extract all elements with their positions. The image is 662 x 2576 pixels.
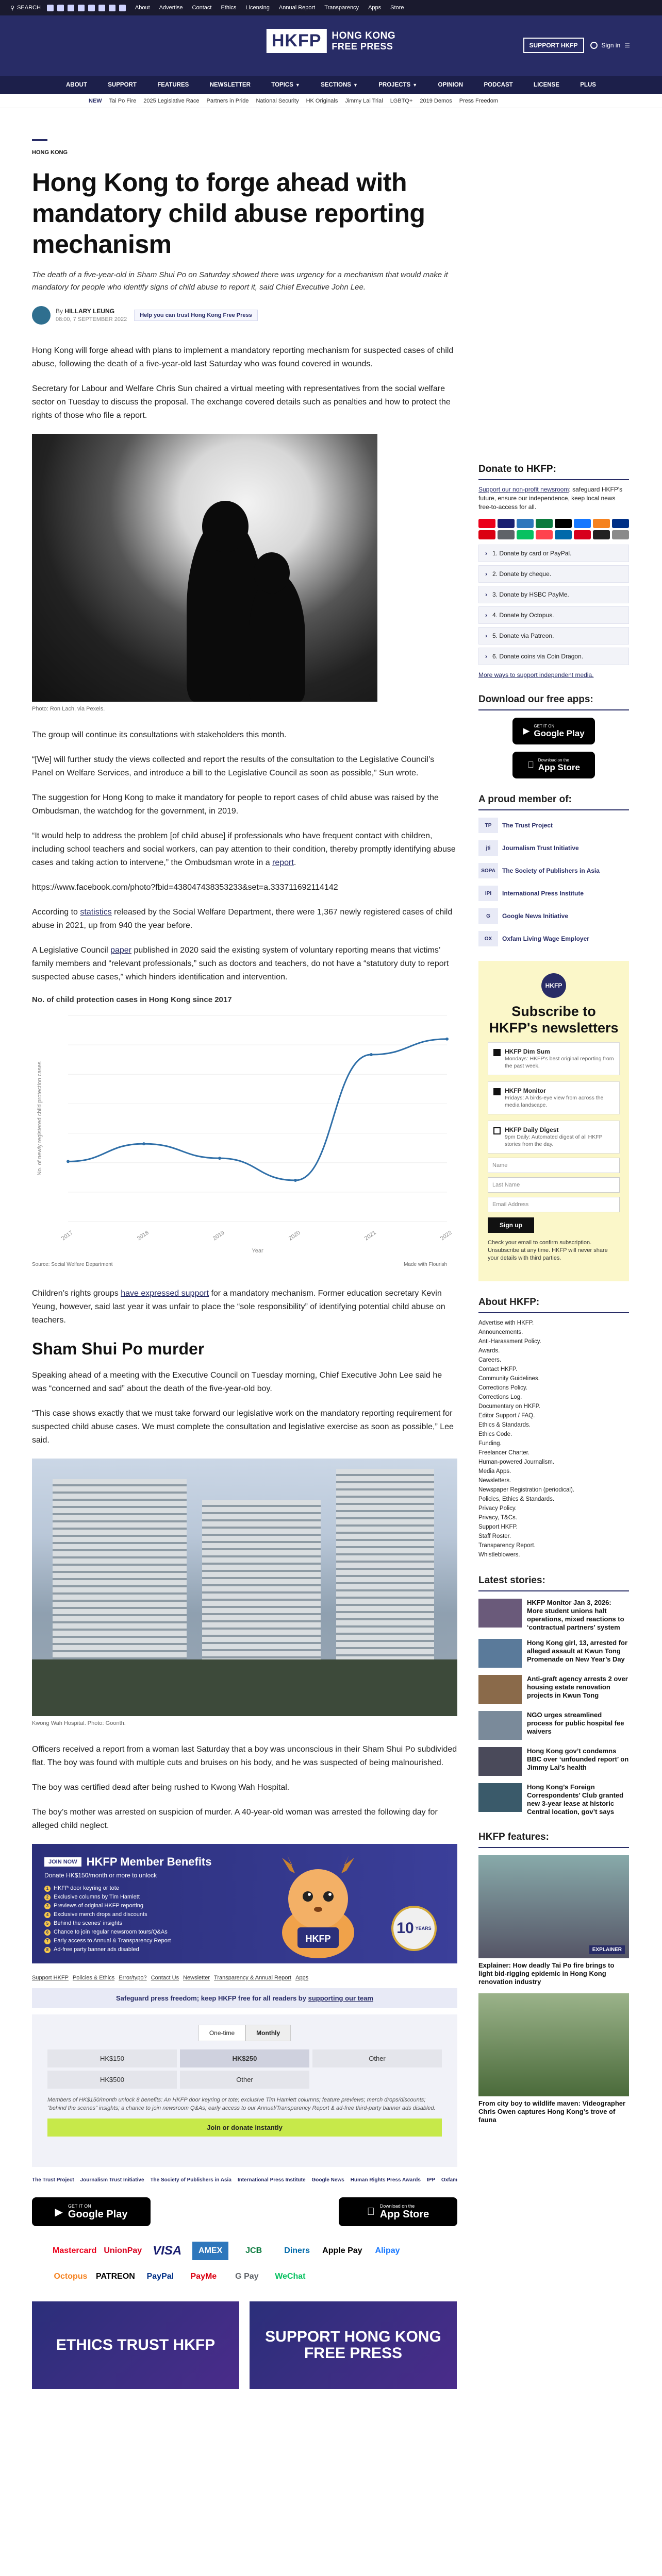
footer-link[interactable]: Apps bbox=[295, 1975, 309, 1981]
logo-item[interactable]: The Trust Project bbox=[32, 2177, 74, 2183]
deer-mascot-icon bbox=[267, 1850, 370, 1958]
trending-item[interactable]: Press Freedom bbox=[459, 97, 498, 104]
about-link[interactable]: Funding. bbox=[478, 1440, 502, 1447]
line-chart bbox=[32, 995, 457, 1274]
author-avatar bbox=[32, 306, 51, 325]
data-point bbox=[294, 1179, 297, 1182]
logo-item[interactable]: Journalism Trust Initiative bbox=[80, 2177, 144, 2183]
newsletter-option[interactable]: HKFP Monitor Fridays: A birds-eye view from across the media landscape. bbox=[488, 1081, 620, 1114]
apple-icon bbox=[527, 760, 534, 770]
paragraph: A Legislative Council paper published in 2020 said the existing system of voluntary reporting means that victims’ family members and “relevant professionals,” such as doctors and teachers, do not have a “statutory duty to report suspected abuse cases,” which hinders identification and intervention. bbox=[32, 946, 449, 981]
logo-line-2: FREE PRESS bbox=[332, 41, 393, 52]
x-tick-label: 2022 bbox=[439, 1229, 453, 1242]
newsletter-option[interactable]: HKFP Daily Digest 9pm Daily: Automated digest of all HKFP stories from the day. bbox=[488, 1121, 620, 1154]
subscribe-title: Subscribe to HKFP's newsletters bbox=[489, 1004, 619, 1036]
chart-svg bbox=[32, 1010, 457, 1268]
payment-logo: Alipay bbox=[375, 2246, 400, 2255]
accent-bar bbox=[32, 139, 47, 141]
byline-prefix: By bbox=[56, 308, 63, 315]
app-store-buttons bbox=[32, 2197, 457, 2226]
benefit-item: 1 HKFP door keyring or tote bbox=[44, 1884, 445, 1893]
nav-plus[interactable]: PLUS bbox=[580, 82, 596, 88]
search-icon: ⚲ bbox=[10, 5, 15, 11]
report-link[interactable]: report bbox=[272, 858, 294, 867]
top-link-apps[interactable]: Apps bbox=[368, 5, 382, 11]
email-input[interactable]: Email Address bbox=[488, 1197, 620, 1212]
user-icon bbox=[590, 42, 598, 49]
logo-item[interactable]: The Society of Publishers in Asia bbox=[150, 2177, 231, 2183]
chart-source: Source: Social Welfare Department bbox=[32, 1262, 113, 1267]
site-header bbox=[0, 15, 662, 76]
payment-logo: WeChat bbox=[275, 2272, 306, 2281]
payment-logo: PATREON bbox=[96, 2272, 135, 2281]
payment-logo: Mastercard bbox=[53, 2246, 97, 2255]
about-link[interactable]: Documentary on HKFP. bbox=[478, 1403, 540, 1410]
donate-text: Support our non-profit newsroom: safeguard HKFP's future, ensure our independence, keep local news free-to-access for all. bbox=[478, 486, 623, 511]
article-headline: Hong Kong to forge ahead with mandatory child abuse reporting mechanism bbox=[32, 168, 425, 259]
footer-link[interactable]: Policies & Ethics bbox=[72, 1975, 115, 1981]
trust-project-icon: TP bbox=[478, 818, 498, 833]
bottom-banners bbox=[32, 2301, 457, 2389]
amount-option[interactable]: HK$150 bbox=[47, 2049, 177, 2067]
logo-mark: HKFP bbox=[267, 29, 327, 53]
latest-story[interactable]: NGO urges streamlined process for public hospital fee waivers bbox=[478, 1711, 629, 1740]
paragraph: The boy’s mother was arrested on suspicion of murder. A 40-year-old woman was arrested the following day for alleged child neglect. bbox=[32, 1808, 438, 1830]
logo-item[interactable]: IPP bbox=[426, 2177, 435, 2183]
subscribe-note: Check your email to confirm subscription. Unsubscribe at any time. HKFP will never share your details with third parties. bbox=[488, 1240, 608, 1261]
paragraph: According to statistics released by the Social Welfare Department, there were 1,367 newly registered cases of child abuse in 2021, up from 940 the year before. bbox=[32, 908, 453, 930]
features-title: HKFP features: bbox=[478, 1832, 629, 1848]
sidebar-payment-logos bbox=[478, 519, 629, 539]
feature-caption[interactable]: Explainer: How deadly Tai Po fire brings to light bid-rigging epidemic in Hong Kong renovation industry bbox=[478, 1961, 615, 1986]
author-name[interactable]: HILLARY LEUNG bbox=[64, 308, 115, 315]
chevron-right-icon: › bbox=[485, 550, 487, 557]
twitter-icon[interactable] bbox=[57, 5, 64, 11]
donate-option[interactable]: › 1. Donate by card or PayPal. bbox=[478, 545, 629, 562]
trending-bar bbox=[0, 94, 662, 108]
about-link[interactable]: Transparency Report. bbox=[478, 1543, 536, 1549]
trending-item[interactable]: National Security bbox=[256, 97, 299, 104]
freq-one-time[interactable]: One-time bbox=[198, 2025, 245, 2041]
trending-item[interactable]: Jimmy Lai Trial bbox=[345, 97, 383, 104]
more-ways-link[interactable]: More ways to support independent media. bbox=[478, 671, 594, 679]
jti-icon: jti bbox=[478, 840, 498, 856]
footer-link[interactable]: Transparency & Annual Report bbox=[214, 1975, 292, 1981]
x-tick-label: 2019 bbox=[211, 1229, 226, 1242]
x-tick-label: 2020 bbox=[287, 1229, 302, 1242]
instagram-icon[interactable] bbox=[68, 5, 74, 11]
nav-newsletter[interactable]: NEWSLETTER bbox=[209, 82, 251, 88]
google-play-button[interactable]: ▶ GET IT ON Google Play bbox=[32, 2197, 151, 2226]
data-point bbox=[445, 1038, 449, 1041]
nav-features[interactable]: FEATURES bbox=[157, 82, 189, 88]
about-link[interactable]: Media Apps. bbox=[478, 1468, 511, 1475]
chevron-down-icon: ▼ bbox=[295, 82, 300, 88]
article-photo-silhouette bbox=[32, 434, 377, 702]
youtube-icon[interactable] bbox=[78, 5, 85, 11]
chevron-down-icon: ▼ bbox=[353, 82, 358, 88]
app-store-button[interactable]: Download on the App Store bbox=[339, 2197, 457, 2226]
publish-date: 08:00, 7 SEPTEMBER 2022 bbox=[56, 316, 127, 323]
checkbox-checked[interactable] bbox=[493, 1088, 501, 1095]
subheading: Sham Shui Po murder bbox=[32, 1340, 205, 1358]
latest-story[interactable]: Hong Kong’s Foreign Correspondents’ Club granted new 3-year lease at historic Central location, gov’t says bbox=[478, 1783, 629, 1816]
whatsapp-icon[interactable] bbox=[119, 5, 126, 11]
trending-item[interactable]: HK Originals bbox=[306, 97, 338, 104]
about-link[interactable]: Careers. bbox=[478, 1357, 502, 1363]
trending-item[interactable]: 2025 Legislative Race bbox=[143, 97, 200, 104]
about-link[interactable]: Policies, Ethics & Standards. bbox=[478, 1496, 555, 1502]
search-button[interactable]: ⚲ SEARCH bbox=[10, 5, 41, 11]
linkedin-icon[interactable] bbox=[98, 5, 105, 11]
x-tick-label: 2021 bbox=[363, 1229, 377, 1242]
donate-option[interactable]: › 2. Donate by cheque. bbox=[478, 565, 629, 583]
paragraph: The boy was certified dead after being rushed to Kwong Wah Hospital. bbox=[32, 1783, 290, 1792]
paragraph: Speaking ahead of a meeting with the Executive Council on Tuesday morning, Chief Executive John Lee said he was “concerned and sad” about the death of the five-year-old boy. bbox=[32, 1371, 442, 1393]
member-banner-sub: Donate HK$150/month or more to unlock bbox=[44, 1872, 157, 1879]
amount-option[interactable]: Other bbox=[312, 2049, 442, 2067]
top-link-contact[interactable]: Contact bbox=[192, 5, 212, 11]
amount-option[interactable]: HK$250 bbox=[180, 2049, 309, 2067]
sidebar-google-play-button[interactable]: ▶ GET IT ON Google Play bbox=[512, 718, 595, 744]
first-name-input[interactable]: Name bbox=[488, 1158, 620, 1173]
data-point bbox=[370, 1053, 373, 1056]
benefit-item: 8 Ad-free party banner ads disabled bbox=[44, 1945, 445, 1954]
about-link[interactable]: Human-powered Journalism. bbox=[478, 1459, 555, 1465]
data-point bbox=[142, 1142, 145, 1145]
x-tick-label: 2017 bbox=[60, 1229, 74, 1242]
top-link-store[interactable]: Store bbox=[390, 5, 404, 11]
nav-support[interactable]: SUPPORT bbox=[108, 82, 137, 88]
join-now-badge[interactable]: JOIN NOW bbox=[44, 1857, 81, 1867]
series-line bbox=[68, 1039, 447, 1180]
trending-item[interactable]: LGBTQ+ bbox=[390, 97, 413, 104]
chevron-right-icon: › bbox=[485, 612, 487, 619]
payment-logo: Diners bbox=[284, 2246, 310, 2255]
byline-row bbox=[32, 306, 457, 325]
story-thumbnail bbox=[478, 1783, 522, 1812]
chevron-right-icon: › bbox=[485, 632, 487, 639]
top-link-advertise[interactable]: Advertise bbox=[159, 5, 183, 11]
amount-option[interactable]: Other bbox=[180, 2071, 309, 2089]
footer-link[interactable]: Contact Us bbox=[151, 1975, 179, 1981]
explainer-badge: EXPLAINER bbox=[589, 1945, 625, 1954]
play-icon: ▶ bbox=[523, 726, 530, 736]
facebook-icon[interactable] bbox=[47, 5, 54, 11]
about-link[interactable]: Community Guidelines. bbox=[478, 1376, 540, 1382]
ethics-trust-banner[interactable]: ETHICS TRUST HKFP bbox=[32, 2301, 239, 2389]
hkfp-circle-logo: HKFP bbox=[541, 973, 566, 998]
nav-podcast[interactable]: PODCAST bbox=[484, 82, 513, 88]
paragraph: “It would help to address the problem [of child abuse] if professionals who have frequent contact with children, including school teachers and social workers, can pay attention to their condition, thereby promptly identifying abuse cases and taking action to intervene,” the Ombudsman wrote in a report. bbox=[32, 832, 456, 867]
google-news-icon: G bbox=[478, 908, 498, 924]
sign-up-button[interactable]: Sign up bbox=[488, 1217, 534, 1233]
latest-story[interactable]: HKFP Monitor Jan 3, 2026: More student unions halt operations, mixed reactions to ‘contractual partners’ system bbox=[478, 1599, 629, 1632]
sopa-icon: SOPA bbox=[478, 863, 498, 878]
download-apps-title: Download our free apps: bbox=[478, 694, 629, 710]
checkbox-checked[interactable] bbox=[493, 1049, 501, 1056]
footer-link[interactable]: Error/typo? bbox=[119, 1975, 147, 1981]
checkbox-unchecked[interactable] bbox=[493, 1127, 501, 1134]
chart-credit: Made with Flourish bbox=[404, 1262, 447, 1267]
nav-license[interactable]: LICENSE bbox=[534, 82, 559, 88]
trending-item[interactable]: 2019 Demos bbox=[420, 97, 452, 104]
payment-methods bbox=[32, 2242, 457, 2286]
safeguard-banner: Safeguard press freedom; keep HKFP free for all readers by supporting our team bbox=[32, 1988, 457, 2008]
x-axis-label: Year bbox=[252, 1248, 263, 1254]
proud-member-item[interactable]: G Google News Initiative bbox=[478, 908, 629, 924]
payment-logo: G Pay bbox=[235, 2272, 259, 2281]
footer-link[interactable]: Support HKFP bbox=[32, 1975, 69, 1981]
top-link-licensing[interactable]: Licensing bbox=[245, 5, 270, 11]
payment-logo: VISA bbox=[153, 2244, 182, 2258]
about-link[interactable]: Editor Support / FAQ. bbox=[478, 1413, 535, 1419]
benefit-item: 4 Exclusive merch drops and discounts bbox=[44, 1910, 445, 1919]
paragraph: Hong Kong will forge ahead with plans to implement a mandatory reporting mechanism for suspected cases of child abuse, following the death of a five-year-old last Saturday who was found covered in wounds. bbox=[32, 346, 454, 368]
about-link[interactable]: Privacy Policy. bbox=[478, 1505, 517, 1512]
chevron-right-icon: › bbox=[485, 570, 487, 578]
last-name-input[interactable]: Last Name bbox=[488, 1177, 620, 1193]
latest-story[interactable]: Hong Kong gov’t condemns BBC over ‘unfounded report’ on Jimmy Lai’s health bbox=[478, 1747, 629, 1776]
about-link[interactable]: Staff Roster. bbox=[478, 1533, 511, 1539]
benefit-item: 5 Behind the scenes' insights bbox=[44, 1919, 445, 1928]
about-link[interactable]: Newspaper Registration (periodical). bbox=[478, 1487, 574, 1493]
logo-item[interactable]: Human Rights Press Awards bbox=[350, 2177, 421, 2183]
payment-logo: UnionPay bbox=[104, 2246, 142, 2255]
x-tick-label: 2018 bbox=[136, 1229, 150, 1242]
freq-monthly[interactable]: Monthly bbox=[245, 2025, 291, 2041]
paragraph: “[We] will further study the views collected and report the results of the consultation to the Legislative Council’s Panel on Welfare Services, and introduce a bill to the Legislative Council as soon as possible,” Sun wrote. bbox=[32, 755, 435, 777]
data-point bbox=[67, 1160, 70, 1163]
article-standfirst: The death of a five-year-old in Sham Shui Po on Saturday showed there was urgency for a mechanism that would make it mandatory for people who identify signs of child abuse to report it, said Chief Executive John Lee. bbox=[32, 270, 448, 292]
logo-line-1: HONG KONG bbox=[332, 30, 396, 41]
menu-icon[interactable]: ☰ bbox=[624, 42, 630, 49]
story-thumbnail bbox=[478, 1599, 522, 1628]
support-hkfp-banner[interactable]: SUPPORT HONG KONG FREE PRESS bbox=[250, 2301, 457, 2389]
non-profit-link[interactable]: Support our non-profit newsroom bbox=[478, 486, 569, 493]
social-icons bbox=[47, 5, 126, 11]
about-title: About HKFP: bbox=[478, 1297, 629, 1313]
help-pill[interactable]: Help you can trust Hong Kong Free Press bbox=[134, 310, 258, 321]
about-link[interactable]: Whistleblowers. bbox=[478, 1552, 520, 1558]
member-benefits-banner[interactable] bbox=[32, 1844, 457, 1963]
about-link[interactable]: Corrections Policy. bbox=[478, 1385, 528, 1391]
story-thumbnail bbox=[478, 1675, 522, 1704]
about-link[interactable]: Corrections Log. bbox=[478, 1394, 522, 1400]
main-nav bbox=[0, 76, 662, 94]
threads-icon[interactable] bbox=[88, 5, 95, 11]
statistics-link[interactable]: statistics bbox=[80, 908, 112, 917]
y-axis-label: No. of newly registered child protection cases bbox=[37, 1061, 43, 1176]
oxfam-icon: OX bbox=[478, 931, 498, 946]
about-link[interactable]: Support HKFP. bbox=[478, 1524, 518, 1530]
newsletter-option[interactable]: HKFP Dim Sum Mondays: HKFP's best original reporting from the past week. bbox=[488, 1042, 620, 1075]
amount-option[interactable]: HK$500 bbox=[47, 2071, 177, 2089]
donate-option[interactable]: › 4. Donate by Octopus. bbox=[478, 606, 629, 624]
donate-option[interactable]: › 6. Donate coins via Coin Dragon. bbox=[478, 648, 629, 665]
about-link[interactable]: Announcements. bbox=[478, 1329, 523, 1335]
membership-logos bbox=[32, 2177, 457, 2183]
site-logo[interactable] bbox=[267, 29, 395, 53]
ten-years-badge: 10 YEARS bbox=[391, 1906, 437, 1951]
telegram-icon[interactable] bbox=[109, 5, 115, 11]
story-thumbnail bbox=[478, 1639, 522, 1668]
about-link[interactable]: Awards. bbox=[478, 1348, 500, 1354]
mascot-label: HKFP bbox=[305, 1934, 331, 1944]
donate-title: Donate to HKFP: bbox=[478, 464, 629, 480]
logo-item[interactable]: Google News bbox=[311, 2177, 344, 2183]
chevron-down-icon: ▼ bbox=[412, 82, 418, 88]
payment-logo: AMEX bbox=[192, 2242, 228, 2260]
ipi-icon: IPI bbox=[478, 886, 498, 901]
apple-icon bbox=[367, 2206, 375, 2218]
article bbox=[32, 108, 457, 2389]
article-footer-links bbox=[32, 1975, 457, 1981]
about-link[interactable]: Contact HKFP. bbox=[478, 1366, 518, 1372]
member-banner-title: HKFP Member Benefits bbox=[86, 1855, 212, 1868]
payment-logo: PayMe bbox=[190, 2272, 217, 2281]
about-link[interactable]: Newsletters. bbox=[478, 1478, 511, 1484]
nav-topics[interactable]: TOPICS ▼ bbox=[271, 82, 300, 88]
about-link[interactable]: Ethics Code. bbox=[478, 1431, 512, 1437]
latest-story[interactable]: Anti-graft agency arrests 2 over housing estate renovation projects in Kwun Tong bbox=[478, 1675, 629, 1704]
paragraph: Secretary for Labour and Welfare Chris Sun chaired a virtual meeting with representatives from the social welfare sector on Tuesday to discuss the proposal. The exchange covered details such as penalties and how to protect the rights of those who file a report. bbox=[32, 384, 451, 420]
utility-bar bbox=[0, 0, 662, 15]
chevron-right-icon: › bbox=[485, 591, 487, 598]
data-point bbox=[218, 1157, 221, 1160]
feature-image[interactable] bbox=[478, 1855, 629, 1958]
story-thumbnail bbox=[478, 1711, 522, 1740]
member-note: Members of HK$150/month unlock 8 benefits: An HKFP door keyring or tote; exclusive Tim Hamlett columns; feature previews; merch drops/discounts; “behind the scenes” insights; a chance to join newsroom Q&As; early access to our Annual/Transparency Report & ad-free third-party banner ads disabled. bbox=[47, 2097, 436, 2111]
photo-caption: Kwong Wah Hospital. Photo: Goonth. bbox=[32, 1720, 126, 1726]
proud-member-item[interactable]: jti Journalism Trust Initiative bbox=[478, 840, 629, 856]
sidebar-app-store-button[interactable]: Download on the App Store bbox=[512, 752, 595, 778]
facebook-embed-link[interactable]: https://www.facebook.com/photo?fbid=438047438353233&set=a.333711692114142 bbox=[32, 883, 338, 892]
proud-member-item[interactable]: OX Oxfam Living Wage Employer bbox=[478, 931, 629, 946]
paragraph: The group will continue its consultations with stakeholders this month. bbox=[32, 731, 287, 739]
benefit-item: 3 Previews of original HKFP reporting bbox=[44, 1902, 445, 1910]
footer-link[interactable]: Newsletter bbox=[183, 1975, 210, 1981]
paragraph: Children’s rights groups have expressed support for a mandatory mechanism. Former education secretary Kevin Yeung, however, said last year it was unfair to place the “sole responsibility” of identifying potential child abuse on teachers. bbox=[32, 1289, 445, 1325]
proud-member-title: A proud member of: bbox=[478, 794, 629, 810]
paragraph: “This case shows exactly that we must take forward our legislative work on the mandatory reporting requirement for suspected child abuse cases. We must complete the consultation and legislative exercise as soon as possible,” Lee said. bbox=[32, 1409, 454, 1445]
top-link-about[interactable]: About bbox=[135, 5, 150, 11]
article-photo-hospital bbox=[32, 1459, 457, 1716]
about-link[interactable]: Ethics & Standards. bbox=[478, 1422, 531, 1428]
story-thumbnail bbox=[478, 1747, 522, 1776]
top-link-transparency[interactable]: Transparency bbox=[324, 5, 359, 11]
benefit-item: 7 Early access to Annual & Transparency Report bbox=[44, 1937, 445, 1945]
proud-member-item[interactable]: IPI International Press Institute bbox=[478, 886, 629, 901]
support-hkfp-button[interactable]: SUPPORT HKFP bbox=[523, 38, 584, 53]
chevron-right-icon: › bbox=[485, 653, 487, 660]
supporting-team-link[interactable]: supporting our team bbox=[308, 1994, 373, 2002]
about-link[interactable]: Anti-Harassment Policy. bbox=[478, 1338, 541, 1345]
paragraph: Officers received a report from a woman last Saturday that a boy was unconscious in their Sham Shui Po subdivided flat. The boy was found with multiple cuts and bruises on his body, and he was suspected of being malnourished. bbox=[32, 1745, 457, 1767]
chart-title: No. of child protection cases in Hong Kong since 2017 bbox=[32, 995, 232, 1004]
benefit-item: 6 Chance to join regular newsroom tours/Q&As bbox=[44, 1928, 445, 1937]
trending-new-label: NEW bbox=[89, 97, 102, 104]
article-kicker[interactable]: HONG KONG bbox=[32, 149, 68, 156]
sign-in-link[interactable]: Sign in bbox=[601, 42, 621, 49]
paper-link[interactable]: paper bbox=[110, 946, 132, 955]
nav-projects[interactable]: PROJECTS ▼ bbox=[378, 82, 418, 88]
about-link[interactable]: Privacy, T&Cs. bbox=[478, 1515, 517, 1521]
trending-item[interactable]: Partners in Pride bbox=[206, 97, 249, 104]
join-donate-button[interactable]: Join or donate instantly bbox=[47, 2119, 442, 2137]
trending-item[interactable]: Tai Po Fire bbox=[109, 97, 137, 104]
payment-logo: Octopus bbox=[54, 2272, 88, 2281]
benefit-item: 2 Exclusive columns by Tim Hamlett bbox=[44, 1893, 445, 1902]
latest-story[interactable]: Hong Kong girl, 13, arrested for alleged assault at Kwun Tong Promenade on New Year’s Day bbox=[478, 1639, 629, 1668]
logo-item[interactable]: Oxfam bbox=[441, 2177, 457, 2183]
top-link-annual-report[interactable]: Annual Report bbox=[278, 5, 316, 11]
newsletter-subscribe-box bbox=[478, 961, 629, 1281]
nav-opinion[interactable]: OPINION bbox=[438, 82, 464, 88]
feature-image[interactable] bbox=[478, 1993, 629, 2096]
about-link[interactable]: Advertise with HKFP. bbox=[478, 1320, 534, 1326]
payment-logo: Apple Pay bbox=[322, 2246, 362, 2255]
latest-stories-title: Latest stories: bbox=[478, 1575, 629, 1591]
paragraph: The suggestion for Hong Kong to make it mandatory for people to report cases of child abuse was raised by the Ombudsman, the watchdog for the government, in 2019. bbox=[32, 793, 439, 816]
payment-logo: JCB bbox=[245, 2246, 262, 2255]
proud-member-item[interactable]: TP The Trust Project bbox=[478, 818, 629, 833]
nav-sections[interactable]: SECTIONS ▼ bbox=[321, 82, 358, 88]
logo-item[interactable]: International Press Institute bbox=[237, 2177, 306, 2183]
play-icon: ▶ bbox=[55, 2206, 63, 2218]
donate-option[interactable]: › 5. Donate via Patreon. bbox=[478, 627, 629, 645]
support-link[interactable]: have expressed support bbox=[121, 1289, 209, 1298]
donate-option[interactable]: › 3. Donate by HSBC PayMe. bbox=[478, 586, 629, 603]
payment-logo: PayPal bbox=[146, 2272, 174, 2281]
top-link-ethics[interactable]: Ethics bbox=[221, 5, 237, 11]
sidebar bbox=[478, 108, 629, 2124]
donate-widget bbox=[32, 2014, 457, 2167]
proud-member-item[interactable]: SOPA The Society of Publishers in Asia bbox=[478, 863, 629, 878]
nav-about[interactable]: ABOUT bbox=[66, 82, 87, 88]
feature-caption[interactable]: From city boy to wildlife maven: Videographer Chris Owen captures Hong Kong’s trove of fauna bbox=[478, 2099, 626, 2124]
photo-caption: Photo: Ron Lach, via Pexels. bbox=[32, 706, 105, 712]
about-link[interactable]: Freelancer Charter. bbox=[478, 1450, 530, 1456]
